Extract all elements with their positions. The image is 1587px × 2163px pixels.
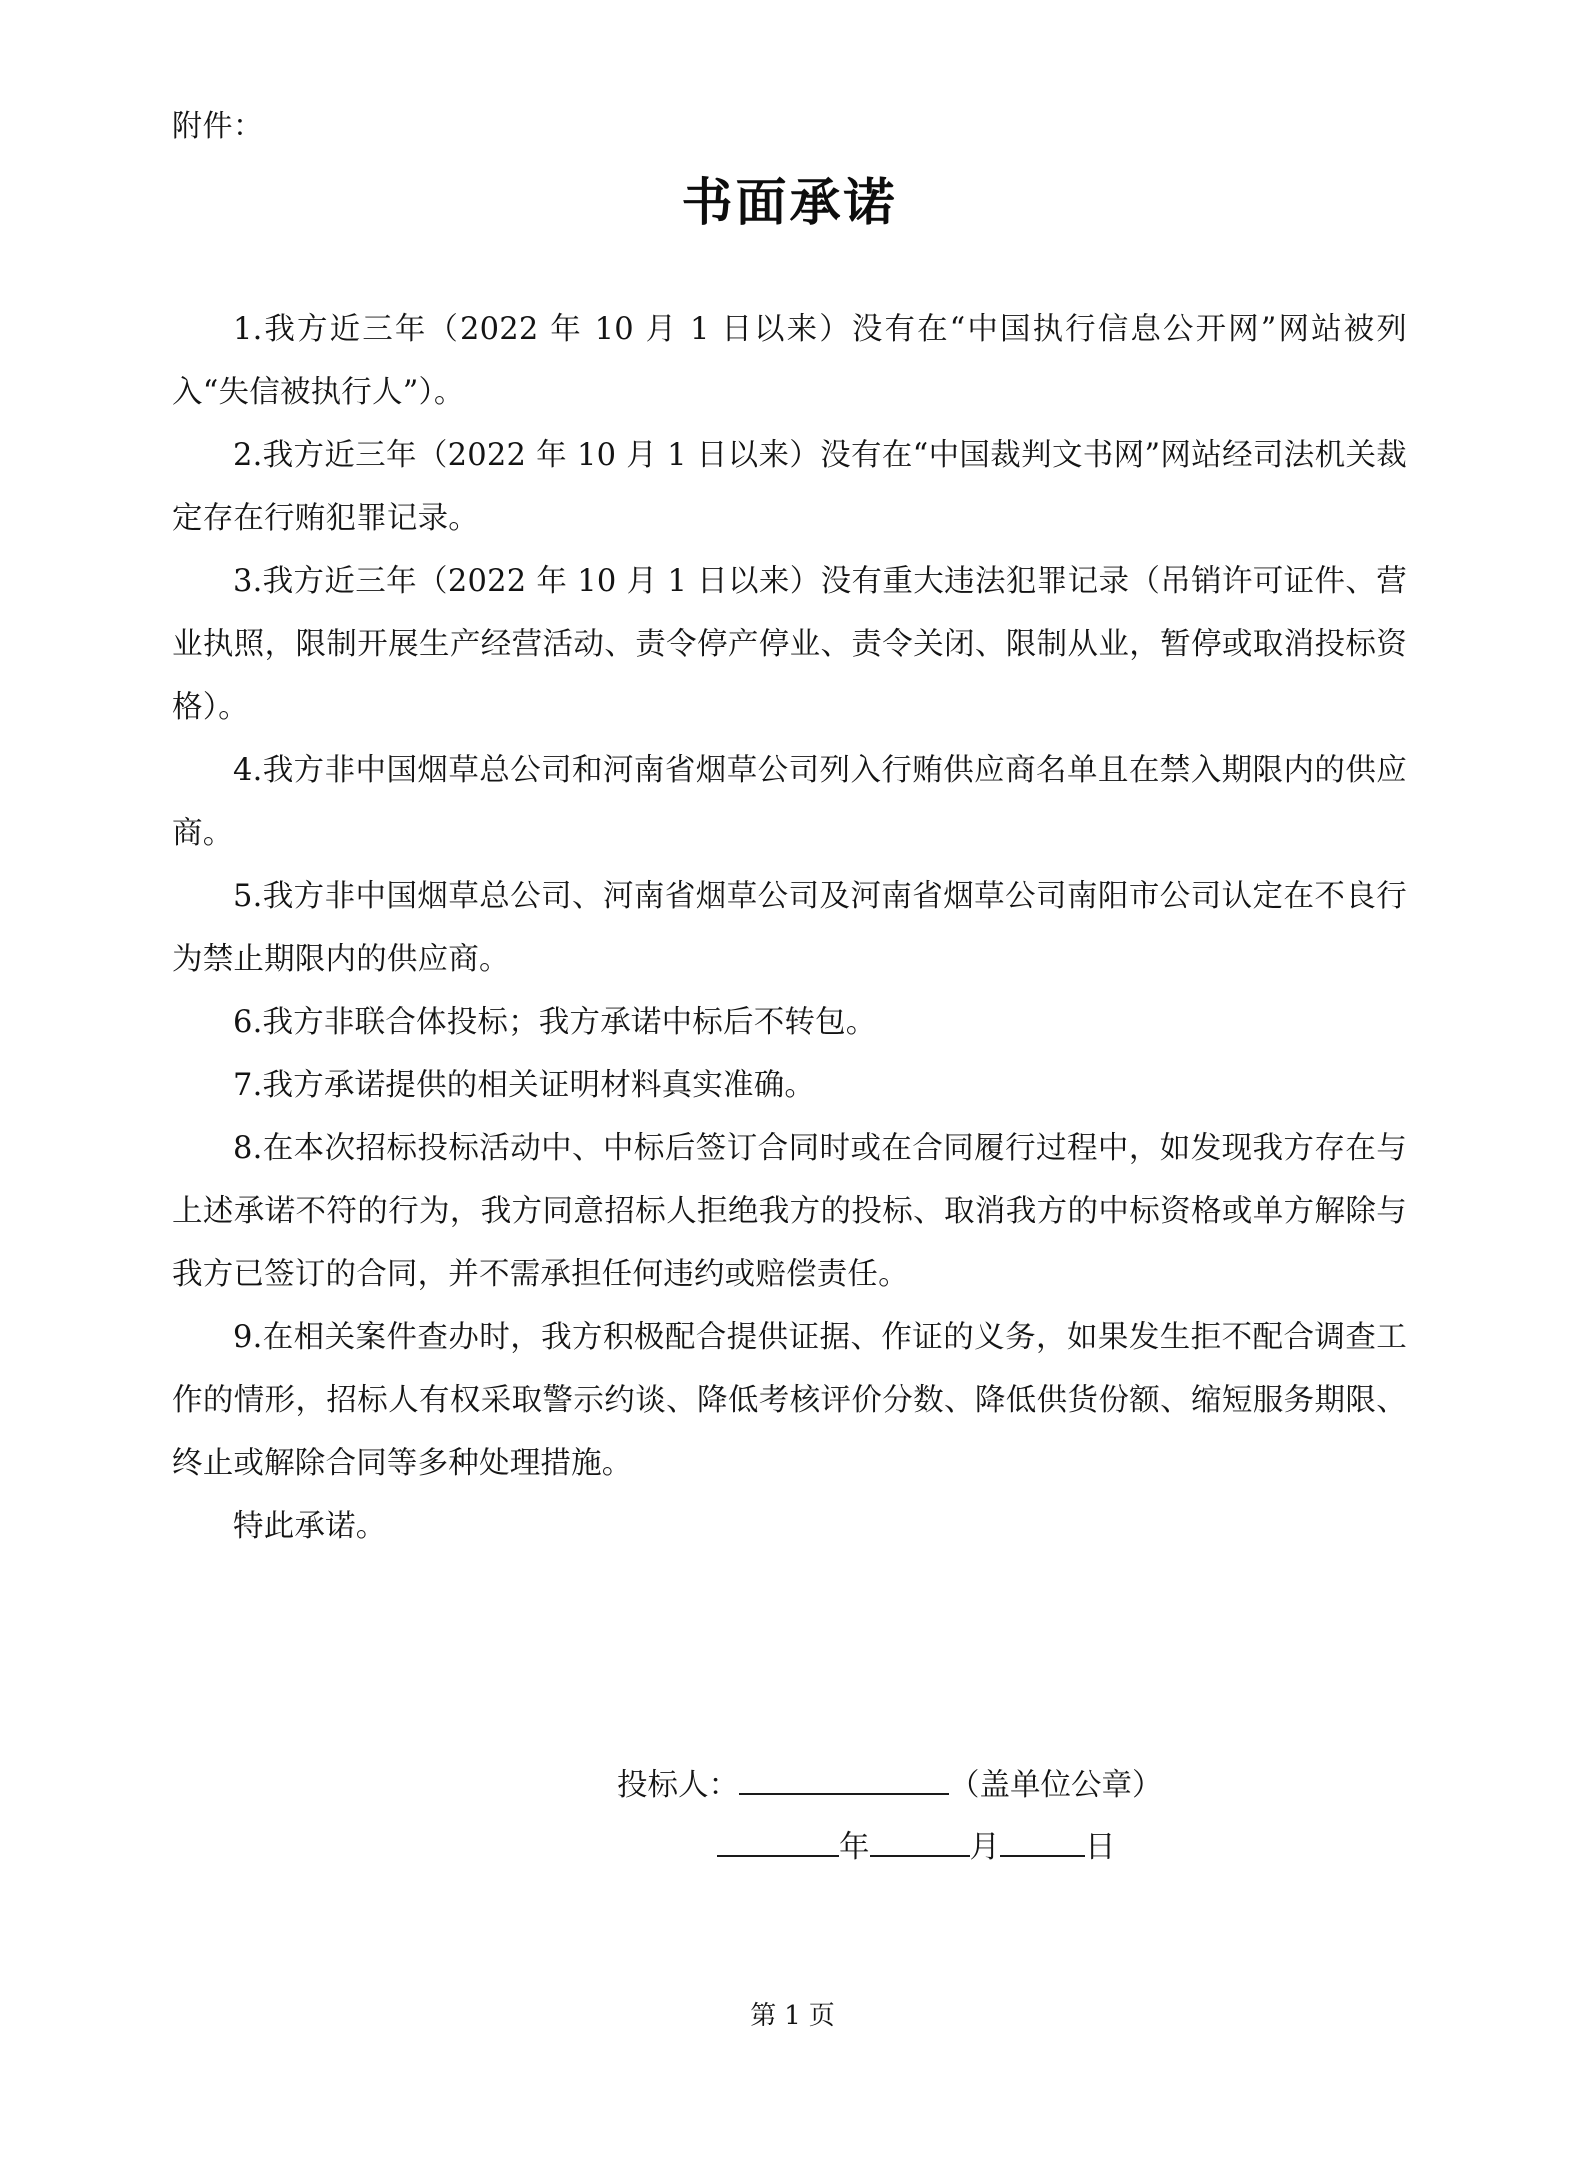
commitment-item-9: 9.在相关案件查办时，我方积极配合提供证据、作证的义务，如果发生拒不配合调查工作的情形，招标人有权采取警示约谈、降低考核评价分数、降低供货份额、缩短服务期限、终止或解除合同等多种处理措施。 [172,1319,1407,1481]
commitment-item-6: 6.我方非联合体投标；我方承诺中标后不转包。 [233,1004,877,1040]
footer-suffix: 页 [808,2001,837,2031]
date-line [0,1817,1587,1879]
page-title: 书面承诺 [681,173,898,233]
bidder-name-blank[interactable] [739,1763,949,1795]
attachment-label: 附件： [172,109,264,144]
year-blank[interactable] [717,1825,839,1857]
bidder-label: 投标人： [617,1768,739,1803]
document-content [172,0,1407,1558]
month-blank[interactable] [870,1825,970,1857]
footer-prefix: 第 [750,2001,779,2031]
commitment-item-3: 3.我方近三年（2022 年 10 月 1 日以来）没有重大违法犯罪记录（吊销许可证件、营业执照，限制开展生产经营活动、责令停产停业、责令关闭、限制从业，暂停或取消投标资格）。 [172,563,1407,725]
commitment-items [172,298,1407,1558]
day-label: 日 [1085,1830,1116,1865]
signature-block [0,1755,1587,1879]
bidder-signature-line [0,1755,1587,1817]
commitment-item-1: 1.我方近三年（2022 年 10 月 1 日以来）没有在“中国执行信息公开网”网站被列入“失信被执行人”）。 [172,311,1407,410]
month-label: 月 [969,1830,1000,1865]
day-blank[interactable] [1000,1825,1085,1857]
commitment-item-8: 8.在本次招标投标活动中、中标后签订合同时或在合同履行过程中，如发现我方存在与上述承诺不符的行为，我方同意招标人拒绝我方的投标、取消我方的中标资格或单方解除与我方已签订的合同，并不需承担任何违约或赔偿责任。 [172,1130,1407,1292]
commitment-item-4: 4.我方非中国烟草总公司和河南省烟草公司列入行贿供应商名单且在禁入期限内的供应商。 [172,752,1407,851]
commitment-item-7: 7.我方承诺提供的相关证明材料真实准确。 [233,1067,816,1103]
seal-note: （盖单位公章） [949,1768,1163,1803]
year-label: 年 [839,1830,870,1865]
page-footer [0,1995,1587,2032]
commitment-item-2: 2.我方近三年（2022 年 10 月 1 日以来）没有在“中国裁判文书网”网站经司法机关裁定存在行贿犯罪记录。 [172,437,1407,536]
closing-statement: 特此承诺。 [233,1508,387,1544]
commitment-item-5: 5.我方非中国烟草总公司、河南省烟草公司及河南省烟草公司南阳市公司认定在不良行为禁止期限内的供应商。 [172,878,1407,977]
footer-page-number: 1 [784,2001,803,2031]
